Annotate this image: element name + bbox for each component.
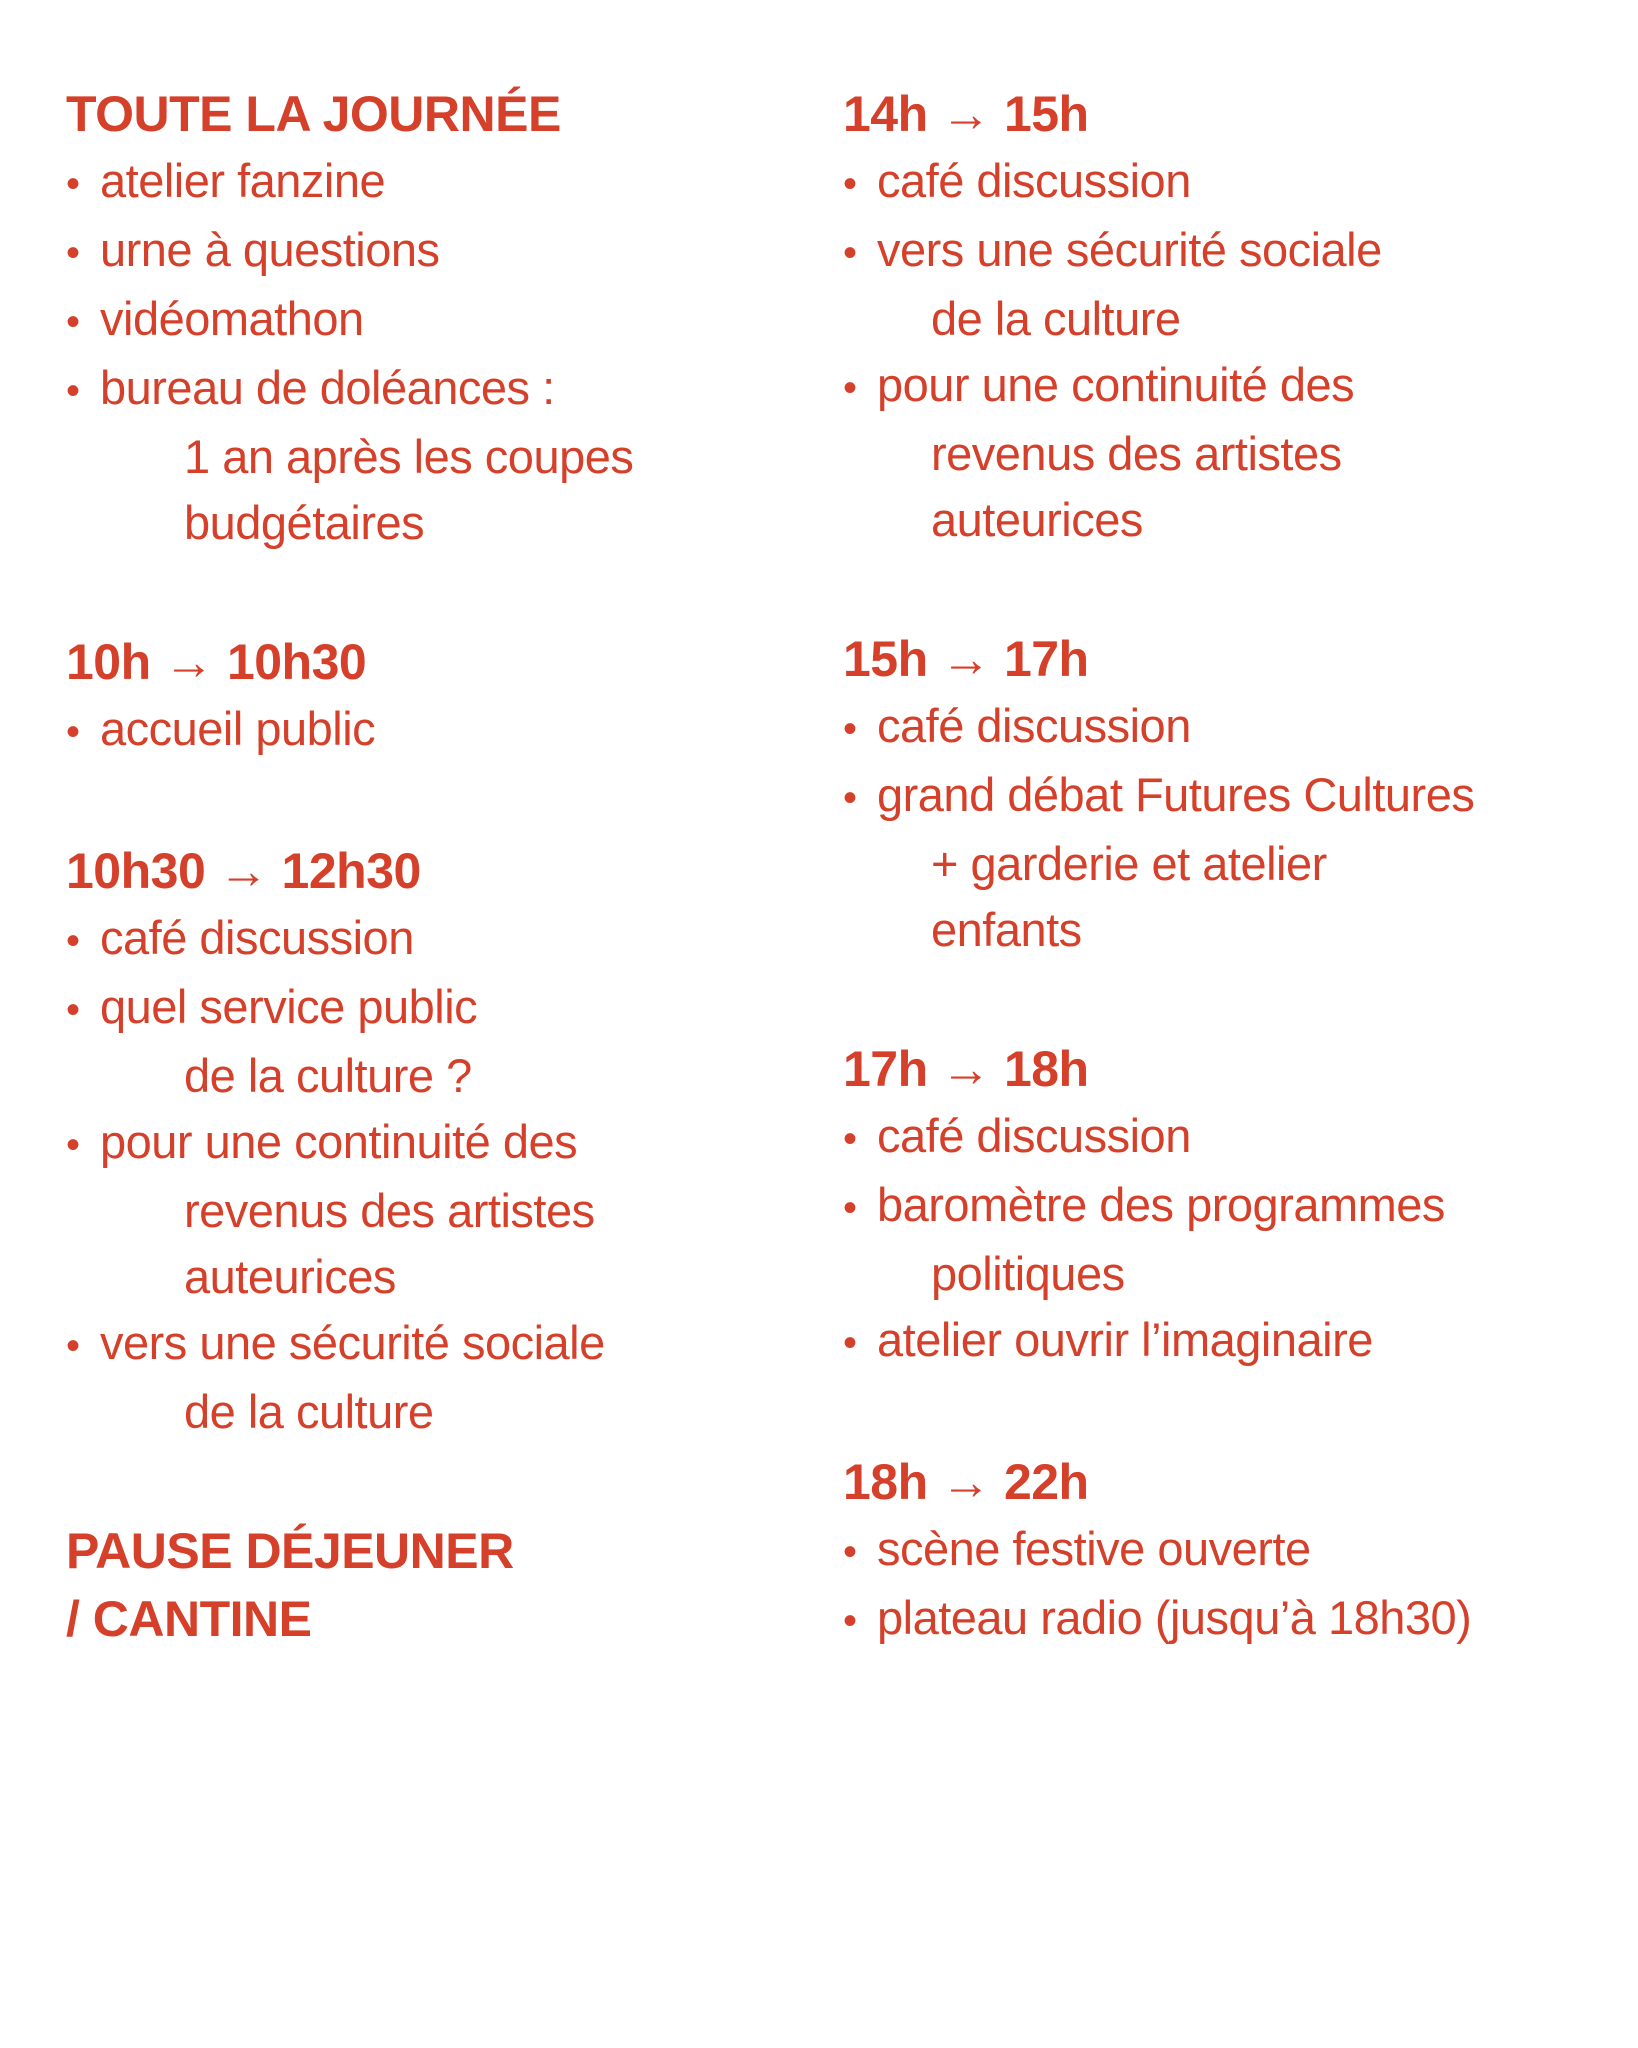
item-line: [66, 905, 686, 974]
bullet-icon: •: [66, 1123, 80, 1167]
item-line: [843, 148, 1523, 217]
bullet-icon: •: [66, 369, 80, 413]
schedule-item: [843, 1516, 1523, 1585]
section-heading: 14h → 15h: [843, 86, 1089, 142]
section-pause-dejeuner: [66, 1517, 686, 1653]
item-line: [843, 352, 1523, 421]
item-text: vidéomathon: [100, 292, 364, 345]
item-text: pour une continuité des: [877, 358, 1355, 411]
schedule-item: [66, 217, 686, 286]
bullet-icon: •: [66, 1324, 80, 1368]
schedule-item: [66, 1310, 686, 1445]
schedule-column-right: [843, 80, 1523, 1726]
item-continuation-line: de la culture: [931, 292, 1181, 345]
item-text: café discussion: [877, 1109, 1191, 1162]
bullet-icon: •: [843, 1186, 857, 1230]
bullet-icon: •: [843, 1530, 857, 1574]
schedule-item: [843, 352, 1523, 553]
item-line: [66, 974, 686, 1043]
section-10h-10h30: [66, 628, 686, 765]
item-text: grand débat Futures Cultures: [877, 768, 1475, 821]
item-text: café discussion: [100, 911, 414, 964]
item-line: [66, 217, 686, 286]
schedule-item: [66, 905, 686, 974]
item-line: [66, 1109, 686, 1178]
item-text: plateau radio (jusqu’à 18h30): [877, 1591, 1472, 1644]
schedule-column-left: [66, 80, 686, 1725]
item-line: [843, 1516, 1523, 1585]
item-text: urne à questions: [100, 223, 440, 276]
section-heading: 15h → 17h: [843, 631, 1089, 687]
section-toute-la-journee: [66, 80, 686, 556]
schedule-item: [843, 1307, 1523, 1376]
section-15h-17h: [843, 625, 1523, 963]
item-line: [66, 355, 686, 424]
item-text: accueil public: [100, 702, 376, 755]
bullet-icon: •: [66, 231, 80, 275]
schedule-item: [66, 1109, 686, 1310]
item-line: [843, 1103, 1523, 1172]
item-continuation-line: de la culture ?: [184, 1049, 472, 1102]
item-text: scène festive ouverte: [877, 1522, 1311, 1575]
item-line: [843, 1307, 1523, 1376]
bullet-icon: •: [843, 1599, 857, 1643]
section-heading: 17h → 18h: [843, 1041, 1089, 1097]
item-line: [843, 1172, 1523, 1241]
section-heading: 10h30 → 12h30: [66, 843, 421, 899]
item-line: [843, 1585, 1523, 1654]
bullet-icon: •: [843, 231, 857, 275]
item-text: vers une sécurité sociale: [877, 223, 1382, 276]
schedule-item: [843, 1585, 1523, 1654]
item-text: atelier ouvrir l’imaginaire: [877, 1313, 1373, 1366]
bullet-icon: •: [843, 1117, 857, 1161]
item-continuation-line: + garderie et atelier: [931, 837, 1327, 890]
schedule-item: [66, 974, 686, 1109]
schedule-item: [843, 217, 1523, 352]
item-continuation-line: budgétaires: [184, 496, 425, 549]
bullet-icon: •: [66, 988, 80, 1032]
item-line: [66, 1310, 686, 1379]
schedule-item: [843, 148, 1523, 217]
item-text: atelier fanzine: [100, 154, 386, 207]
bullet-icon: •: [843, 366, 857, 410]
item-continuation-line: politiques: [931, 1247, 1125, 1300]
section-18h-22h: [843, 1448, 1523, 1654]
section-heading: PAUSE DÉJEUNER: [66, 1523, 514, 1579]
section-heading: 10h → 10h30: [66, 634, 367, 690]
item-text: pour une continuité des: [100, 1115, 578, 1168]
section-10h30-12h30: [66, 837, 686, 1445]
bullet-icon: •: [66, 710, 80, 754]
schedule-item: [66, 696, 686, 765]
section-17h-18h: [843, 1035, 1523, 1376]
bullet-icon: •: [843, 162, 857, 206]
section-heading: TOUTE LA JOURNÉE: [66, 86, 561, 142]
bullet-icon: •: [66, 919, 80, 963]
item-text: café discussion: [877, 154, 1191, 207]
item-continuation-line: 1 an après les coupes: [184, 430, 634, 483]
item-continuation-line: auteurices: [931, 493, 1143, 546]
schedule-item: [843, 1172, 1523, 1307]
item-text: vers une sécurité sociale: [100, 1316, 605, 1369]
item-continuation-line: de la culture: [184, 1385, 434, 1438]
schedule-item: [843, 1103, 1523, 1172]
item-text: quel service public: [100, 980, 478, 1033]
item-text: baromètre des programmes: [877, 1178, 1445, 1231]
item-continuation-line: enfants: [931, 903, 1082, 956]
bullet-icon: •: [843, 1321, 857, 1365]
item-continuation-line: auteurices: [184, 1250, 396, 1303]
item-line: [66, 148, 686, 217]
item-continuation-line: revenus des artistes: [184, 1184, 595, 1237]
item-line: [843, 762, 1523, 831]
section-heading: / CANTINE: [66, 1591, 312, 1647]
schedule-item: [66, 148, 686, 217]
schedule-item: [843, 762, 1523, 963]
bullet-icon: •: [843, 707, 857, 751]
bullet-icon: •: [66, 162, 80, 206]
bullet-icon: •: [66, 300, 80, 344]
schedule-item: [66, 355, 686, 556]
schedule-item: [843, 693, 1523, 762]
item-continuation-line: revenus des artistes: [931, 427, 1342, 480]
schedule-item: [66, 286, 686, 355]
item-line: [843, 217, 1523, 286]
item-text: café discussion: [877, 699, 1191, 752]
section-heading: 18h → 22h: [843, 1454, 1089, 1510]
item-text: bureau de doléances :: [100, 361, 555, 414]
section-14h-15h: [843, 80, 1523, 553]
bullet-icon: •: [843, 776, 857, 820]
item-line: [66, 286, 686, 355]
item-line: [66, 696, 686, 765]
item-line: [843, 693, 1523, 762]
